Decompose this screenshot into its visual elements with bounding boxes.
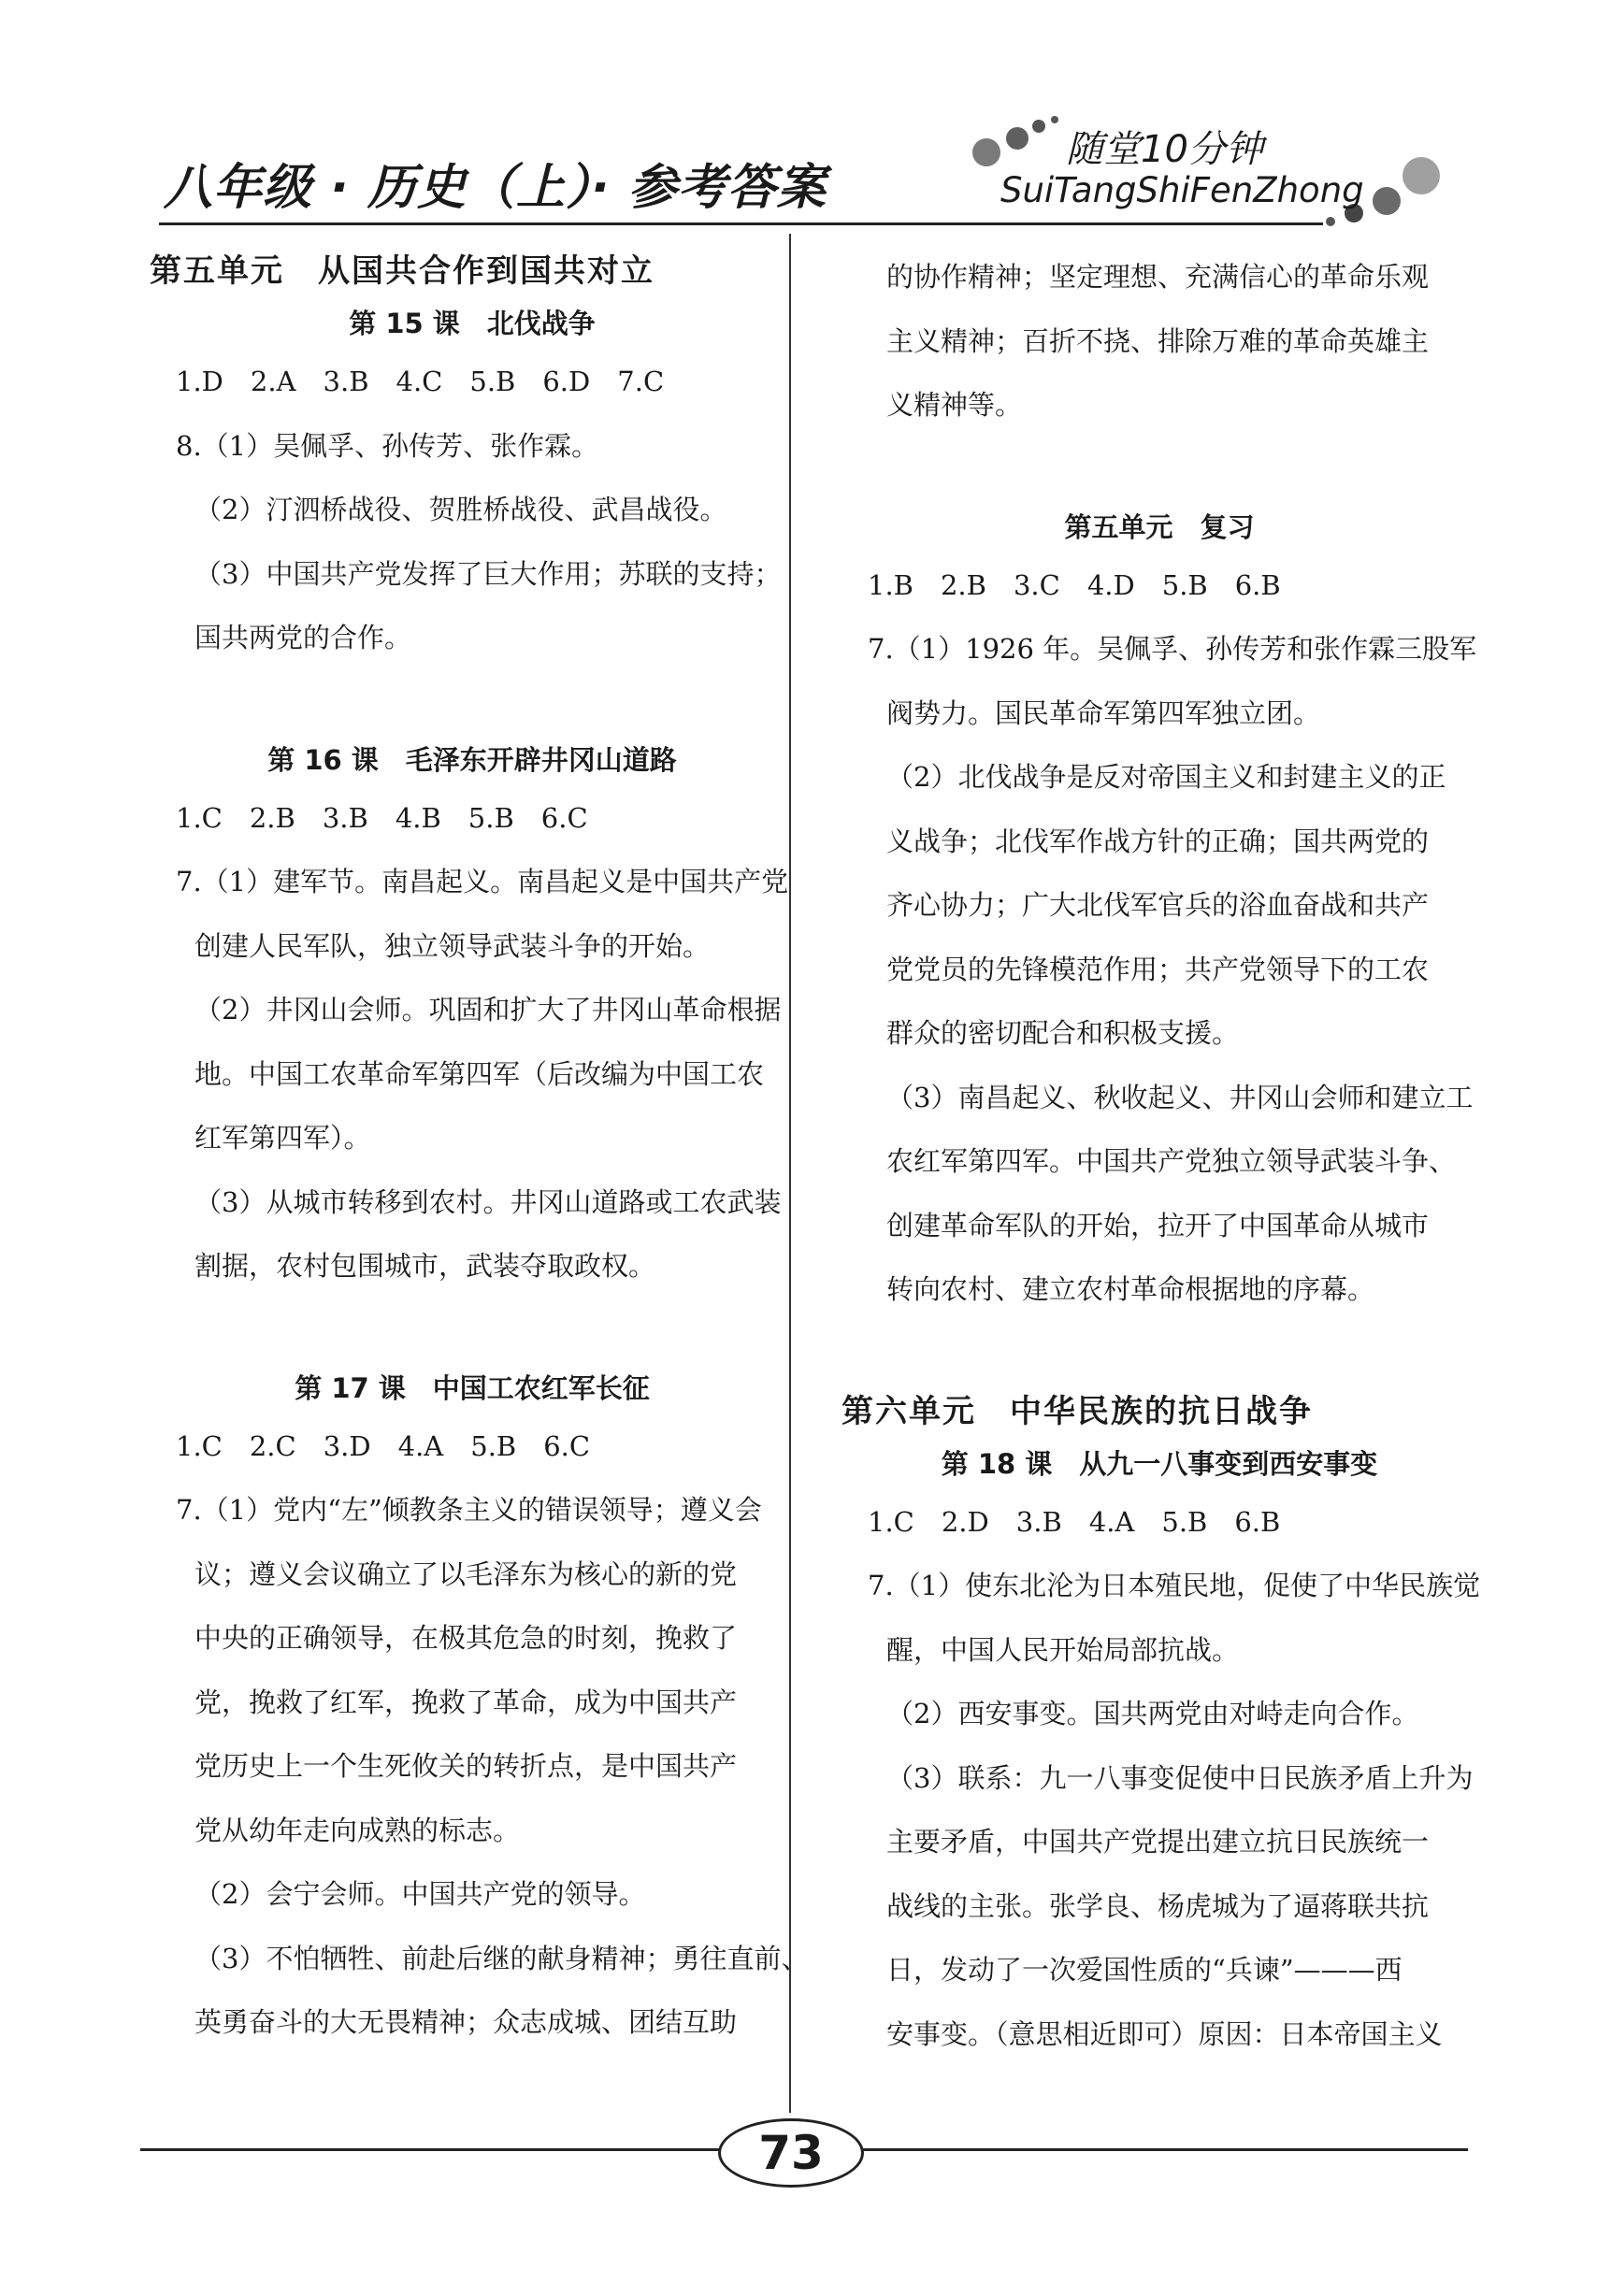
answer-line: （3）不怕牺牲、前赴后继的献身精神；勇往直前、 [194, 1942, 809, 1974]
answer-line: 1.D 2.A 3.B 4.C 5.B 6.D 7.C [176, 366, 665, 397]
answer-line: 战线的主张。张学良、杨虎城为了逼蒋联共抗 [886, 1889, 1430, 1922]
answer-line: 7.（1）1926 年。吴佩孚、孙传芳和张作霖三股军 [868, 633, 1477, 665]
lesson-title: 第 16 课 毛泽东开辟井冈山道路 [267, 743, 677, 776]
answer-line: 主要矛盾，中国共产党提出建立抗日民族统一 [886, 1826, 1430, 1858]
lesson-title: 第 15 课 北伐战争 [349, 308, 596, 339]
answer-line: 创建人民军队，独立领导武装斗争的开始。 [194, 929, 711, 962]
answer-line: 8.（1）吴佩孚、孙传芳、张作霖。 [176, 429, 599, 462]
answer-line: 7.（1）建军节。南昌起义。南昌起义是中国共产党 [176, 866, 789, 897]
answer-line: 群众的密切配合和积极支援。 [886, 1017, 1240, 1049]
answer-line: 7.（1）使东北沦为日本殖民地，促使了中华民族觉 [868, 1570, 1481, 1601]
answer-line: 7.（1）党内“左”倾教条主义的错误领导；遵义会 [176, 1494, 762, 1526]
answer-line: （2）北伐战争是反对帝国主义和封建主义的正 [886, 761, 1446, 793]
answer-line: 党从幼年走向成熟的标志。 [194, 1814, 521, 1846]
unit-title: 第六单元 中华民族的抗日战争 [841, 1392, 1313, 1430]
answer-line: 割据，农村包围城市，武装夺取政权。 [194, 1250, 656, 1282]
answer-line: （3）中国共产党发挥了巨大作用；苏联的支持； [194, 557, 782, 590]
answer-line: 日，发动了一次爱国性质的“兵谏”———西 [886, 1954, 1402, 1986]
answer-line: 1.C 2.B 3.B 4.B 5.B 6.C [176, 801, 588, 834]
header-rule [159, 222, 1323, 225]
header-title: 八年级 · 历史（上）· 参考答案 [164, 160, 827, 216]
answer-line: 1.C 2.C 3.D 4.A 5.B 6.C [176, 1429, 591, 1462]
answer-line: 党党员的先锋模范作用；共产党领导下的工农 [886, 953, 1430, 985]
answer-line: 党历史上一个生死攸关的转折点，是中国共产 [194, 1750, 738, 1782]
answer-line: （2）会宁会师。中国共产党的领导。 [194, 1878, 646, 1910]
answer-line: 安事变。（意思相近即可）原因：日本帝国主义 [886, 2017, 1443, 2050]
lesson-title: 第 17 课 中国工农红军长征 [295, 1371, 650, 1404]
page-number: 73 [718, 2118, 864, 2188]
answer-line: 农红军第四军。中国共产党独立领导武装斗争、 [886, 1145, 1457, 1177]
answer-line: 醒，中国人民开始局部抗战。 [886, 1633, 1240, 1666]
right-column [841, 245, 1481, 2066]
logo-dot [1006, 127, 1028, 150]
answer-line: 齐心协力；广大北伐军官兵的浴血奋战和共产 [886, 889, 1430, 921]
answer-line: （2）井冈山会师。巩固和扩大了井冈山革命根据 [194, 994, 782, 1026]
answer-line: 义战争；北伐军作战方针的正确；国共两党的 [886, 825, 1430, 857]
lesson-title: 第五单元 复习 [1064, 510, 1255, 543]
answer-line: 的协作精神；坚定理想、充满信心的革命乐观 [886, 261, 1430, 293]
answer-line: 创建革命军队的开始，拉开了中国革命从城市 [886, 1209, 1430, 1241]
left-column [150, 245, 809, 2055]
answer-line: 1.B 2.B 3.C 4.D 5.B 6.B [868, 568, 1281, 601]
brand-chinese: 随堂10分钟 [1066, 128, 1263, 171]
answer-line: 义精神等。 [886, 389, 1023, 421]
answer-line: 英勇奋斗的大无畏精神；众志成城、团结互助 [194, 2006, 738, 2038]
logo-dot [1326, 217, 1335, 226]
answer-line: 红军第四军）。 [194, 1122, 371, 1154]
footer-rule-left [140, 2148, 720, 2151]
answer-line: 国共两党的合作。 [194, 622, 412, 653]
answer-line: 地。中国工农革命军第四军（后改编为中国工农 [194, 1057, 765, 1090]
answer-line: （3）南昌起义、秋收起义、井冈山会师和建立工 [886, 1081, 1474, 1113]
answer-line: 议；遵义会议确立了以毛泽东为核心的新的党 [194, 1557, 738, 1590]
answer-line: 中央的正确领导，在极其危急的时刻，挽救了 [194, 1622, 738, 1654]
footer-rule-right [858, 2148, 1468, 2151]
answer-line: （2）西安事变。国共两党由对峙走向合作。 [886, 1698, 1419, 1729]
answer-line: 主义精神；百折不挠、排除万难的革命英雄主 [886, 324, 1430, 357]
answer-line: 1.C 2.D 3.B 4.A 5.B 6.B [868, 1505, 1281, 1538]
logo-dot [972, 138, 1000, 166]
unit-title: 第五单元 从国共合作到国共对立 [150, 252, 654, 290]
answer-line: 阀势力。国民革命军第四军独立团。 [886, 696, 1321, 729]
logo-dot [1402, 157, 1440, 194]
logo-dot [1032, 120, 1045, 133]
logo-dot [1051, 116, 1058, 123]
lesson-title: 第 18 课 从九一八事变到西安事变 [941, 1447, 1378, 1480]
answer-line: 转向农村、建立农村革命根据地的序幕。 [886, 1273, 1375, 1305]
answer-line: （3）从城市转移到农村。井冈山道路或工农武装 [194, 1185, 782, 1218]
brand-pinyin: SuiTangShiFenZhong [1000, 170, 1364, 210]
answer-line: （3）联系：九一八事变促使中日民族矛盾上升为 [886, 1761, 1474, 1794]
answer-line: （2）汀泗桥战役、贺胜桥战役、武昌战役。 [194, 494, 727, 525]
answer-line: 党，挽救了红军，挽救了革命，成为中国共产 [194, 1686, 738, 1718]
logo-dot [1373, 187, 1401, 215]
